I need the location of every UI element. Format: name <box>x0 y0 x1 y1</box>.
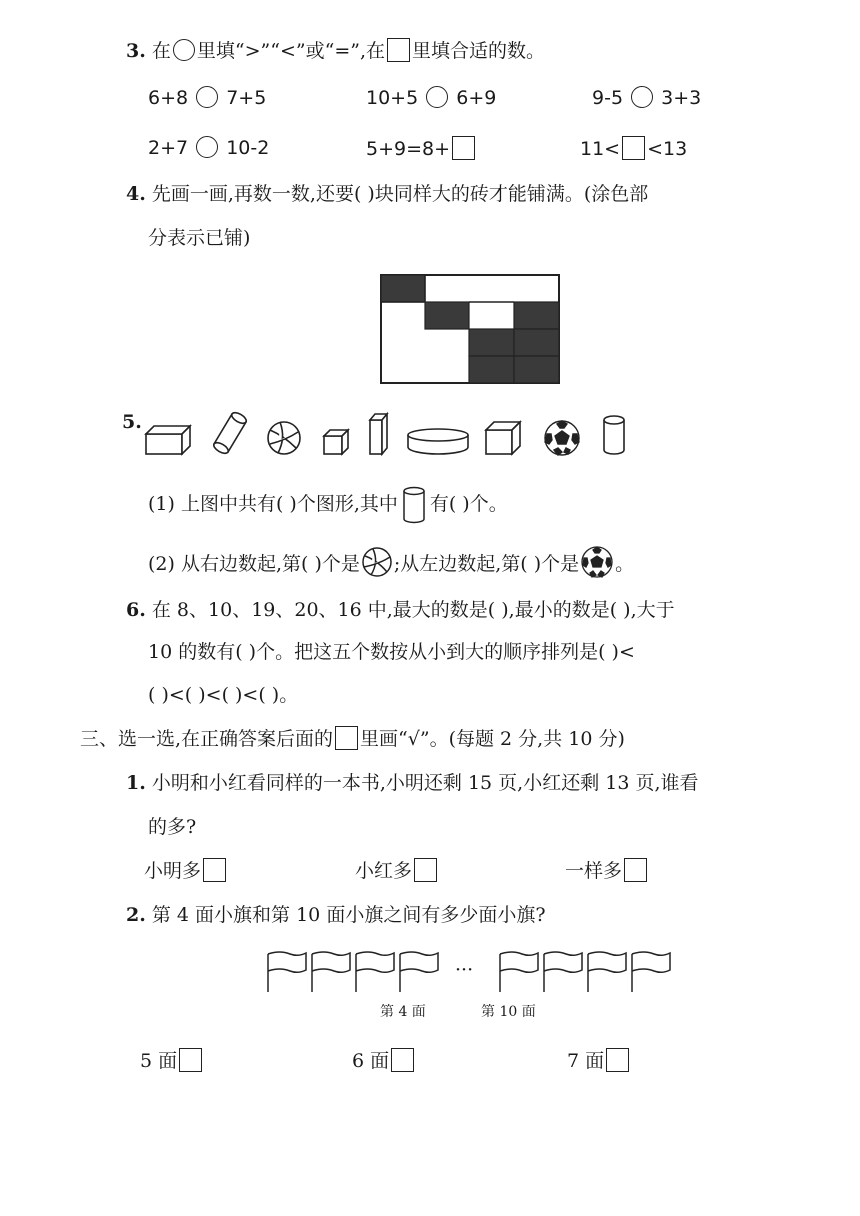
answer-box[interactable] <box>622 136 645 160</box>
option-label: 6 面 <box>352 1050 390 1072</box>
check-box[interactable] <box>414 858 437 882</box>
compare-circle[interactable] <box>426 86 448 108</box>
check-box[interactable] <box>391 1048 414 1072</box>
check-box[interactable] <box>203 858 226 882</box>
expr-left: 11< <box>580 138 621 160</box>
q3-r2c3 <box>580 136 687 160</box>
expr-right: <13 <box>647 138 688 160</box>
section3-title <box>80 726 625 751</box>
circle-blank-icon <box>173 39 195 61</box>
expr-right: 10-2 <box>226 137 270 159</box>
q3-r1c1 <box>148 86 266 109</box>
s3q1-line1 <box>126 771 699 795</box>
option-label: 一样多 <box>565 860 623 882</box>
tile-grid-figure <box>380 274 562 386</box>
expr-right: 7+5 <box>226 87 267 109</box>
s3q1-number: 1. <box>126 772 146 794</box>
q5-part1 <box>148 486 508 524</box>
expr-right: 3+3 <box>661 87 702 109</box>
q5-part2-text-c: 。 <box>615 553 635 575</box>
s3q1-option2 <box>355 858 439 883</box>
q6-line3: ( )<( )<( )<( )。 <box>148 684 299 706</box>
volleyball-icon <box>268 422 300 454</box>
q3-r1c3 <box>592 86 701 109</box>
tilted-cylinder-icon <box>212 411 248 456</box>
flag-label-4: 第 4 面 <box>380 1004 426 1020</box>
q5-part1-text-a: (1) 上图中共有( )个图形,其中 <box>148 493 398 515</box>
compare-circle[interactable] <box>196 86 218 108</box>
compare-circle[interactable] <box>631 86 653 108</box>
q3-r2c2 <box>366 136 477 160</box>
flag-label-10: 第 10 面 <box>481 1004 536 1020</box>
check-box[interactable] <box>624 858 647 882</box>
q3-text-c: 里填合适的数。 <box>412 40 546 62</box>
section3-title-b: 里画“√”。(每题 2 分,共 10 分) <box>360 728 625 750</box>
s3q1-option1 <box>144 858 228 883</box>
flag-icon <box>588 952 626 992</box>
volleyball-icon <box>361 546 393 578</box>
square-blank-icon <box>387 38 410 62</box>
flag-icon <box>356 952 394 992</box>
q6-line1 <box>126 598 675 622</box>
q6-line2: 10 的数有( )个。把这五个数按从小到大的顺序排列是( )< <box>148 641 635 663</box>
q4-line2: 分表示已铺) <box>148 227 251 249</box>
s3q2-line <box>126 903 546 927</box>
q4-line1 <box>126 182 648 206</box>
expr-right: 6+9 <box>456 87 497 109</box>
square-blank-icon <box>335 726 358 750</box>
s3q1-line2: 的多? <box>148 816 197 838</box>
shapes-row <box>140 408 640 458</box>
s3q1-option3 <box>565 858 649 883</box>
section3-title-a: 三、选一选,在正确答案后面的 <box>80 728 334 750</box>
q3-r2c1 <box>148 136 269 159</box>
option-label: 小明多 <box>144 860 202 882</box>
flag-icon <box>312 952 350 992</box>
q5-part2-text-b: ;从左边数起,第( )个是 <box>393 553 580 575</box>
expr-left: 9-5 <box>592 87 624 109</box>
check-box[interactable] <box>179 1048 202 1072</box>
q4-text-1: 先画一画,再数一数,还要( )块同样大的砖才能铺满。(涂色部 <box>151 183 649 205</box>
q5-part1-text-b: 有( )个。 <box>429 493 508 515</box>
q5-part2-text-a: (2) 从右边数起,第( )个是 <box>148 553 360 575</box>
soccer-ball-icon <box>580 545 614 579</box>
flat-cylinder-icon <box>408 429 468 454</box>
upright-cylinder-icon <box>604 416 624 454</box>
option-label: 5 面 <box>140 1050 178 1072</box>
q6-text-1: 在 8、10、19、20、16 中,最大的数是( ),最小的数是( ),大于 <box>151 599 675 621</box>
s3q2-text: 第 4 面小旗和第 10 面小旗之间有多少面小旗? <box>151 904 546 926</box>
q3-r1c2 <box>366 86 496 109</box>
tall-cuboid-icon <box>370 414 387 454</box>
q4-number: 4. <box>126 183 146 205</box>
s3q2-option3 <box>567 1048 631 1073</box>
soccer-ball-icon <box>545 421 579 455</box>
check-box[interactable] <box>606 1048 629 1072</box>
s3q2-option2 <box>352 1048 416 1073</box>
cube-small-icon <box>324 430 348 454</box>
cuboid-icon <box>146 426 190 454</box>
expr-left: 2+7 <box>148 137 189 159</box>
s3q1-text-1: 小明和小红看同样的一本书,小明还剩 15 页,小红还剩 13 页,谁看 <box>151 772 699 794</box>
q5-part2 <box>148 545 634 579</box>
q5-number: 5. <box>122 411 142 433</box>
ellipsis: ··· <box>455 959 474 981</box>
q3-number: 3. <box>126 40 146 62</box>
q3-instruction <box>126 38 545 63</box>
answer-box[interactable] <box>452 136 475 160</box>
q6-number: 6. <box>126 599 146 621</box>
cube-icon <box>486 422 520 454</box>
flag-icon <box>500 952 538 992</box>
expr-equation: 5+9=8+ <box>366 138 451 160</box>
option-label: 7 面 <box>567 1050 605 1072</box>
option-label: 小红多 <box>355 860 413 882</box>
flag-icon <box>632 952 670 992</box>
expr-left: 10+5 <box>366 87 419 109</box>
flag-icon <box>544 952 582 992</box>
flag-icon <box>400 952 438 992</box>
q3-text-a: 在 <box>151 40 171 62</box>
s3q2-number: 2. <box>126 904 146 926</box>
s3q2-option1 <box>140 1048 204 1073</box>
flag-icon <box>268 952 306 992</box>
cylinder-icon <box>400 486 428 524</box>
q3-text-b: 里填“>”“<”或“=”,在 <box>196 40 385 62</box>
expr-left: 6+8 <box>148 87 189 109</box>
compare-circle[interactable] <box>196 136 218 158</box>
